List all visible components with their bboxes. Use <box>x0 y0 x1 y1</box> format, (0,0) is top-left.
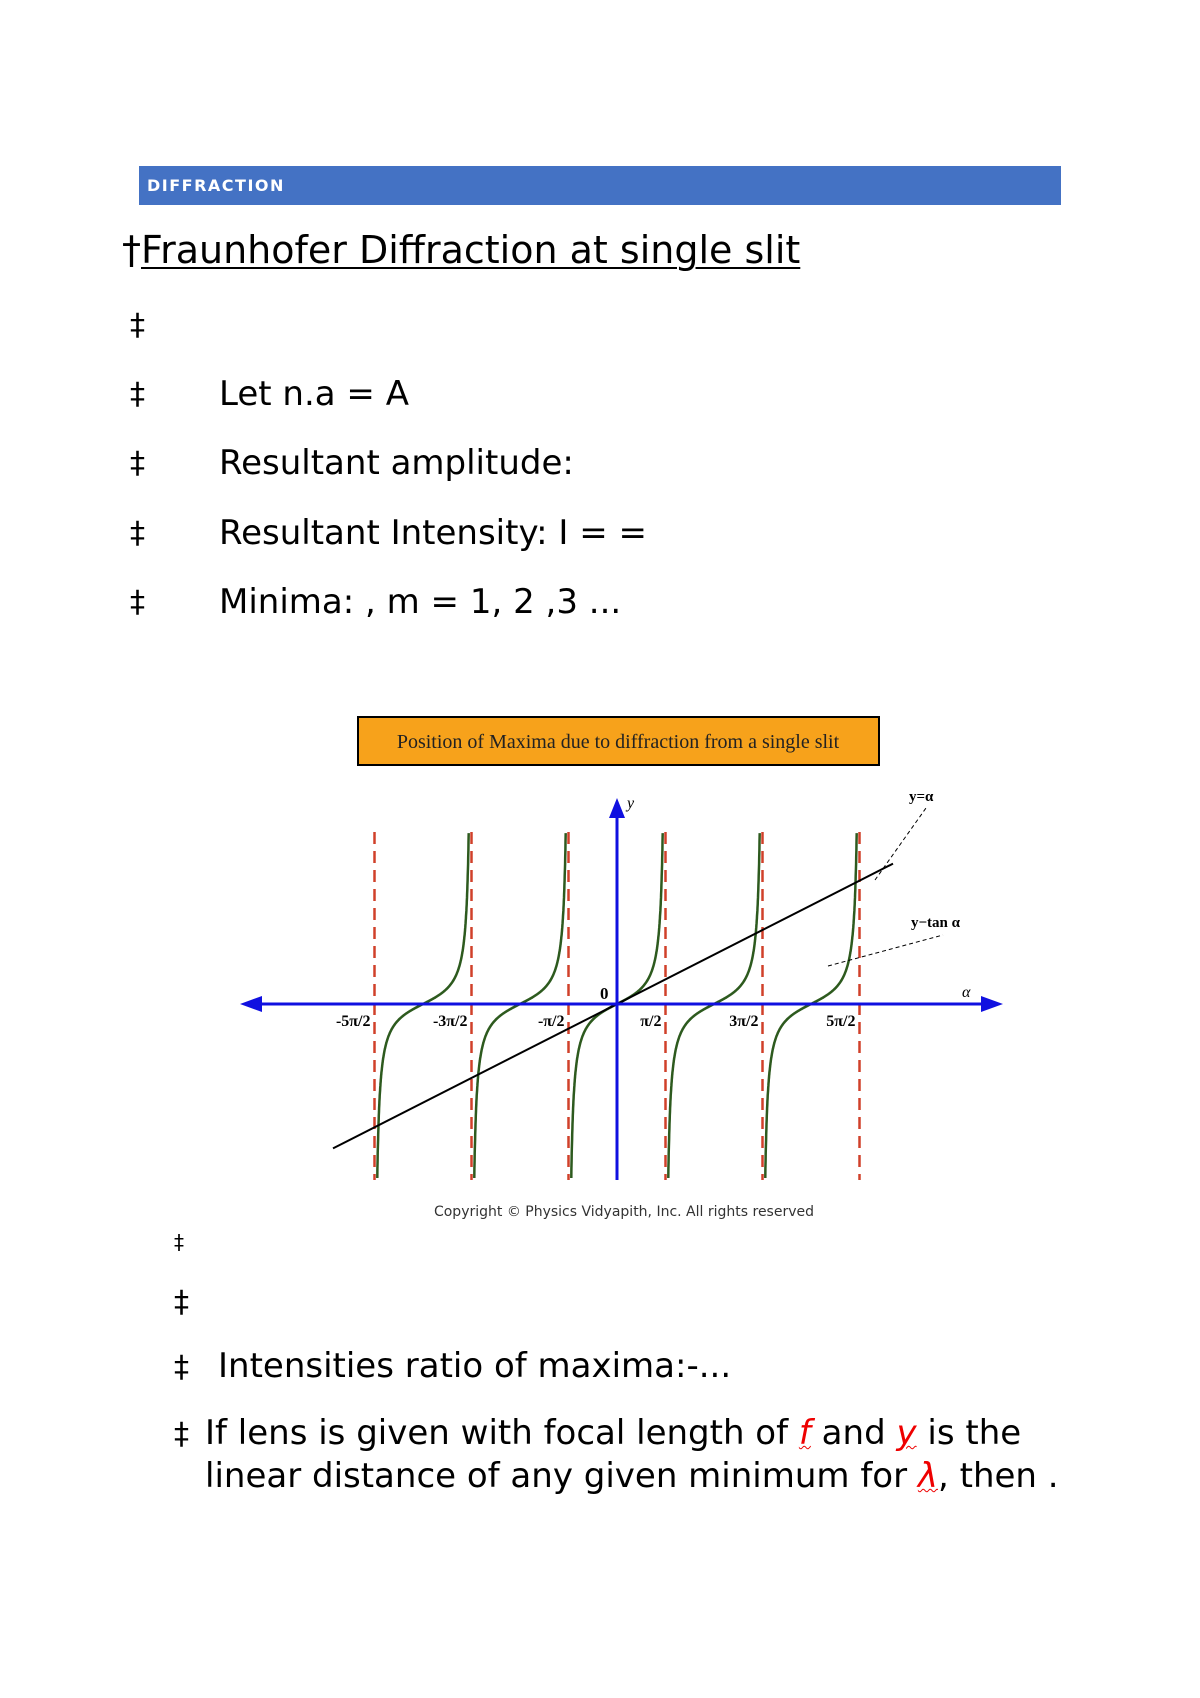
chart-title: Position of Maxima due to diffraction from a single slit <box>396 731 840 753</box>
legend-y-equals-alpha: y=α <box>909 789 934 805</box>
bullet-icon: ‡ <box>130 308 145 343</box>
var-f: f <box>798 1413 811 1453</box>
lens-text: , then . <box>938 1456 1059 1496</box>
x-axis-right-arrow-icon <box>981 996 1003 1012</box>
list-item: Resultant amplitude: <box>219 443 574 483</box>
lens-text: and <box>810 1413 897 1453</box>
y-axis-label: y <box>627 795 635 812</box>
legend-y-tan-alpha: y−tan α <box>911 915 961 931</box>
bullet-icon: ‡ <box>174 1285 189 1320</box>
list-item: Minima: , m = 1, 2 ,3 ... <box>219 582 622 622</box>
y-axis-arrow-icon <box>609 798 625 818</box>
lens-text: linear distance of any given minimum for <box>205 1456 918 1496</box>
var-lambda: λ <box>917 1456 939 1496</box>
lens-paragraph-line1 <box>205 1413 1021 1453</box>
x-tick-label: 5π/2 <box>826 1013 856 1030</box>
bullet-icon: ‡ <box>130 446 145 481</box>
lens-text: is the <box>916 1413 1022 1453</box>
origin-label: 0 <box>600 984 609 1003</box>
var-y: y <box>896 1413 917 1453</box>
x-axis-left-arrow-icon <box>240 996 262 1012</box>
list-item: Resultant Intensity: I = = <box>219 513 647 553</box>
title-dagger: † <box>122 228 141 272</box>
x-tick-label: -π/2 <box>537 1013 565 1030</box>
section-header-label: DIFFRACTION <box>147 176 285 195</box>
list-item: Let n.a = A <box>219 374 409 414</box>
lens-paragraph-line2 <box>205 1456 1059 1496</box>
chart-copyright: Copyright © Physics Vidyapith, Inc. All rights reserved <box>433 1204 815 1220</box>
bullet-icon: ‡ <box>130 516 145 551</box>
bullet-icon: ‡ <box>130 377 145 412</box>
bullet-icon: ‡ <box>174 1230 184 1254</box>
tan-branch <box>668 833 759 1178</box>
x-axis-label: α <box>962 984 971 1001</box>
bullet-icon: ‡ <box>174 1417 189 1452</box>
list-item: Intensities ratio of maxima:-... <box>218 1346 732 1386</box>
x-tick-label: -5π/2 <box>335 1013 371 1030</box>
tan-branch <box>377 833 468 1178</box>
bullet-icon: ‡ <box>174 1350 189 1385</box>
lens-text: If lens is given with focal length of <box>205 1413 799 1453</box>
bullet-icon: ‡ <box>130 585 145 620</box>
title-text: Fraunhofer Diffraction at single slit <box>141 228 801 272</box>
pointer-y-tan-alpha <box>828 935 943 966</box>
tan-branch <box>765 833 856 1178</box>
x-tick-label: -3π/2 <box>432 1013 468 1030</box>
tan-branch <box>474 833 565 1178</box>
x-tick-label: π/2 <box>640 1013 662 1030</box>
x-tick-label: 3π/2 <box>729 1013 759 1030</box>
